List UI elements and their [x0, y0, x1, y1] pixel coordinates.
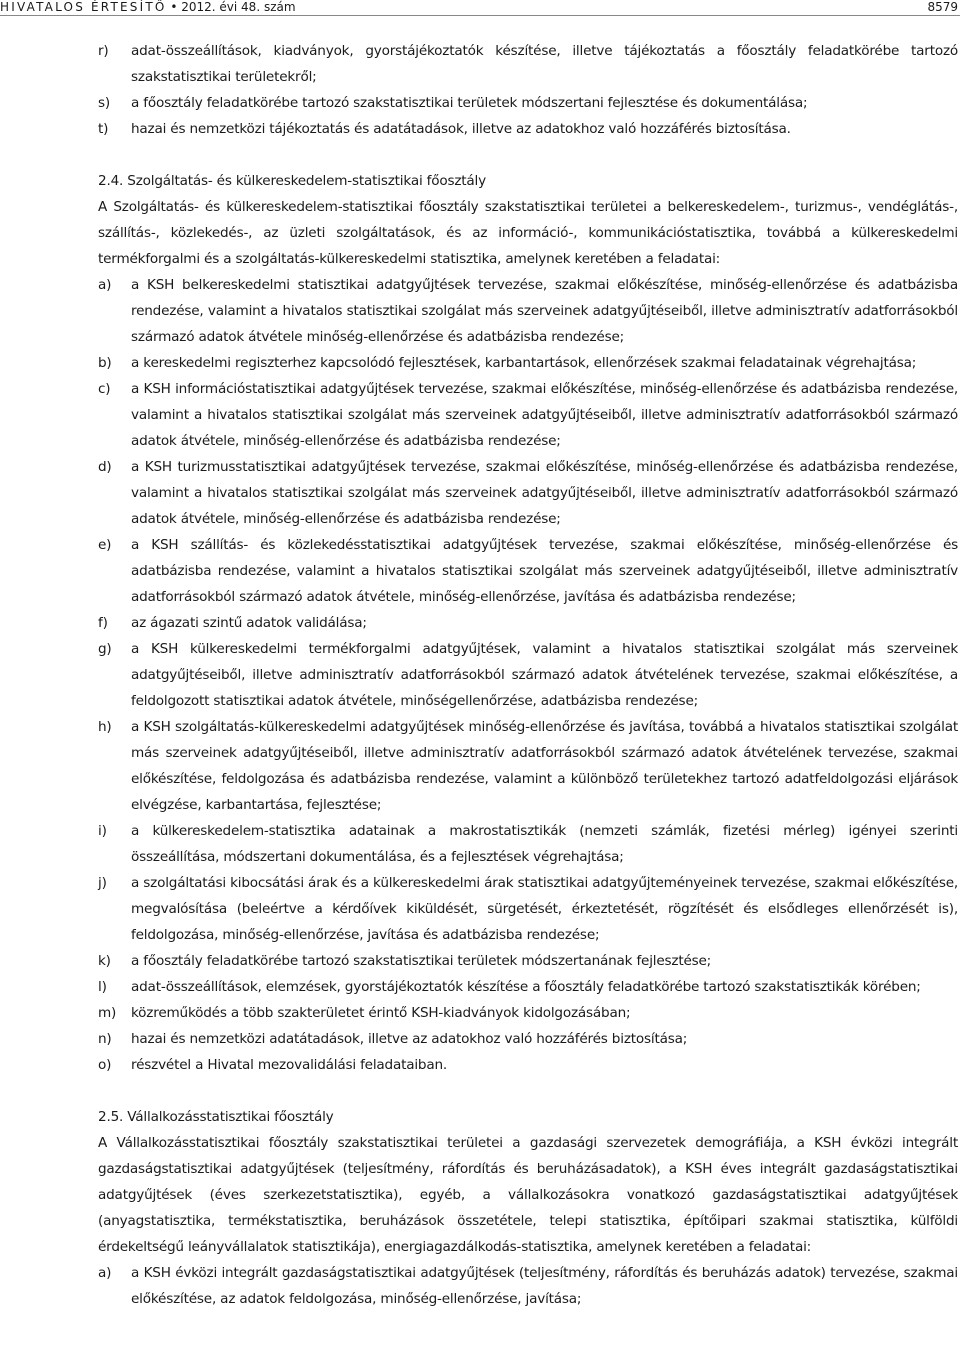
list-item — [98, 350, 958, 376]
section-intro-2-4: A Szolgáltatás- és külkereskedelem-statisztikai főosztály szakstatisztikai területei a belkereskedelem-, turizmus-, vendéglátás-, szállítás-, közlekedés-, az üzleti szolgáltatások, és az információ-, kommunikációstatisztika, továbbá a külkereskedelmi termékforgalmi és a szolgáltatás-külkereskedelmi statisztika, amelynek keretében a feladatai: — [98, 199, 958, 267]
list-item — [98, 272, 958, 350]
item-label: e) — [98, 537, 112, 553]
item-label: h) — [98, 719, 112, 735]
list-item — [98, 974, 958, 1000]
item-text: a KSH turizmusstatisztikai adatgyűjtések tervezése, szakmai előkészítése, minőség-ellenőrzése és adatbázisba rendezése, valamint a hivatalos statisztikai szolgálat más szerveinek adatgyűjtéseiből, illetve adminisztratív adatforrásokból származó adatok átvétele, minőség-ellenőrzése és adatbázisba rendezése; — [131, 459, 958, 527]
item-text: a KSH információstatisztikai adatgyűjtések tervezése, szakmai előkészítése, minőség-ellenőrzése és adatbázisba rendezése, valamint a hivatalos statisztikai szolgálat más szerveinek adatgyűjtéseiből, illetve adminisztratív adatforrásokból származó adatok átvétele, minőség-ellenőrzése és adatbázisba rendezése; — [131, 381, 958, 449]
item-text: a külkereskedelem-statisztika adatainak a makrostatisztikák (nemzeti számlák, fizetési mérleg) igényei szerinti összeállítása, módszertani dokumentálása, és a fejlesztések végrehajtása; — [131, 823, 958, 865]
item-text: a kereskedelmi regiszterhez kapcsolódó fejlesztések, karbantartások, ellenőrzések szakmai feladatainak végrehajtása; — [131, 355, 917, 371]
item-text: a KSH külkereskedelmi termékforgalmi adatgyűjtések, valamint a hivatalos statisztikai szolgálat más szerveinek adatgyűjtéseiből, illetve adminisztratív adatforrásokból származó adatok átvételének tervezése, szakmai előkészítése, a feldolgozott statisztikai adatok átvétele, minőségellenőrzése, adatbázisba rendezése; — [131, 641, 958, 709]
item-label: r) — [98, 43, 109, 59]
item-label: f) — [98, 615, 108, 631]
item-label: c) — [98, 381, 111, 397]
list-item — [98, 1026, 958, 1052]
item-text: részvétel a Hivatal mezovalidálási feladataiban. — [131, 1057, 448, 1073]
list-item — [98, 818, 958, 870]
item-text: az ágazati szintű adatok validálása; — [131, 615, 367, 631]
item-text: hazai és nemzetközi adatátadások, illetve az adatokhoz való hozzáférés biztosítása; — [131, 1031, 688, 1047]
running-header — [0, 0, 960, 15]
list-item — [98, 636, 958, 714]
item-label: g) — [98, 641, 112, 657]
item-label: a) — [98, 277, 112, 293]
item-label: t) — [98, 121, 109, 137]
item-label: b) — [98, 355, 112, 371]
item-text: a főosztály feladatkörébe tartozó szakstatisztikai területek módszertanának fejlesztése; — [131, 953, 712, 969]
item-label: a) — [98, 1265, 112, 1281]
section-2-4-list — [98, 272, 958, 1078]
header-separator: • — [170, 0, 178, 14]
header-title — [0, 0, 296, 15]
item-label: k) — [98, 953, 111, 969]
list-item — [98, 1052, 958, 1078]
list-item — [98, 948, 958, 974]
item-text: a KSH szállítás- és közlekedésstatisztikai adatgyűjtések tervezése, szakmai előkészítése, minőség-ellenőrzése és adatbázisba rendezése, valamint a hivatalos statisztikai szolgálat más szerveinek adatgyűjtéseiből, illetve adminisztratív adatforrásokból származó adatok átvétele, minőség-ellenőrzése, javítása és adatbázisba rendezése; — [131, 537, 958, 605]
item-text: a szolgáltatási kibocsátási árak és a külkereskedelmi árak statisztikai adatgyűjteményeinek tervezése, szakmai előkészítése, megvalósítása (beleértve a kérdőívek kiküldését, sürgetését, érkeztetését, rögzítését és elsődleges ellenőrzését is), feldolgozása, minőség-ellenőrzése, javítása és adatbázisba rendezése; — [131, 875, 958, 943]
document-body — [98, 38, 958, 1312]
item-text: hazai és nemzetközi tájékoztatás és adatátadások, illetve az adatokhoz való hozzáférés biztosítása. — [131, 121, 791, 137]
item-text: adat-összeállítások, elemzések, gyorstájékoztatók készítése a főosztály feladatkörébe tartozó szakstatisztikák körében; — [131, 979, 921, 995]
pre-list — [98, 38, 958, 142]
section-heading-2-5: 2.5. Vállalkozásstatisztikai főosztály — [98, 1109, 334, 1125]
page-number: 8579 — [927, 0, 958, 14]
list-item — [98, 90, 958, 116]
item-text: a főosztály feladatkörébe tartozó szakstatisztikai területek módszertani fejlesztése és dokumentálása; — [131, 95, 808, 111]
list-item — [98, 376, 958, 454]
publication-name: HIVATALOS ÉRTESÍTŐ — [0, 0, 167, 14]
section-heading-2-4: 2.4. Szolgáltatás- és külkereskedelem-statisztikai főosztály — [98, 173, 486, 189]
list-item — [98, 1000, 958, 1026]
header-divider — [0, 15, 960, 16]
item-label: j) — [98, 875, 107, 891]
item-text: közreműködés a több szakterületet érintő KSH-kiadványok kidolgozásában; — [131, 1005, 631, 1021]
item-text: a KSH szolgáltatás-külkereskedelmi adatgyűjtések minőség-ellenőrzése és javítása, továbbá a hivatalos statisztikai szolgálat más szerveinek adatgyűjtéseiből, illetve adminisztratív adatforrásokból származó adatok átvételének tervezése, szakmai előkészítése, feldolgozása és adatbázisba rendezése, valamint a különböző területekhez tartozó adatfeldolgozási eljárások elvégzése, karbantartása, fejlesztése; — [131, 719, 958, 813]
list-item — [98, 116, 958, 142]
list-item — [98, 532, 958, 610]
list-item — [98, 870, 958, 948]
list-item — [98, 610, 958, 636]
section-intro-2-5: A Vállalkozásstatisztikai főosztály szakstatisztikai területei a gazdasági szervezetek demográfiája, a KSH évközi integrált gazdaságstatisztikai adatgyűjtések (teljesítmény, ráfordítás és beruházásadatok), a KSH éves integrált gazdaságstatisztikai adatgyűjtések (éves szerkezetstatisztika), egyéb, a vállalkozásokra vonatkozó gazdaságstatisztikai adatgyűjtések (anyagstatisztika, termékstatisztika, beruházások összetétele, telepi statisztika, építőipari szakmai statisztika, külföldi érdekeltségű leányvállalatok statisztikája), energiagazdálkodás-statisztika, amelynek keretében a feladatai: — [98, 1135, 958, 1255]
list-item — [98, 454, 958, 532]
item-label: o) — [98, 1057, 112, 1073]
item-text: a KSH évközi integrált gazdaságstatisztikai adatgyűjtések (teljesítmény, ráfordítás és beruházás adatok) tervezése, szakmai előkészítése, az adatok feldolgozása, minőség-ellenőrzése, javítása; — [131, 1265, 958, 1307]
list-item — [98, 1260, 958, 1312]
item-text: adat-összeállítások, kiadványok, gyorstájékoztatók készítése, illetve tájékoztatás a főosztály feladatkörébe tartozó szakstatisztikai területekről; — [131, 43, 958, 85]
item-label: l) — [98, 979, 107, 995]
item-label: i) — [98, 823, 107, 839]
list-item — [98, 38, 958, 90]
item-label: m) — [98, 1005, 117, 1021]
item-label: n) — [98, 1031, 112, 1047]
list-item — [98, 714, 958, 818]
item-label: d) — [98, 459, 112, 475]
issue-number: 2012. évi 48. szám — [181, 0, 296, 14]
section-2-5-list — [98, 1260, 958, 1312]
item-label: s) — [98, 95, 110, 111]
item-text: a KSH belkereskedelmi statisztikai adatgyűjtések tervezése, szakmai előkészítése, minőség-ellenőrzése és adatbázisba rendezése, valamint a hivatalos statisztikai szolgálat más szerveinek adatgyűjtéseiből, illetve adminisztratív adatforrásokból származó adatok átvétele minőség-ellenőrzése és adatbázisba rendezése; — [131, 277, 958, 345]
